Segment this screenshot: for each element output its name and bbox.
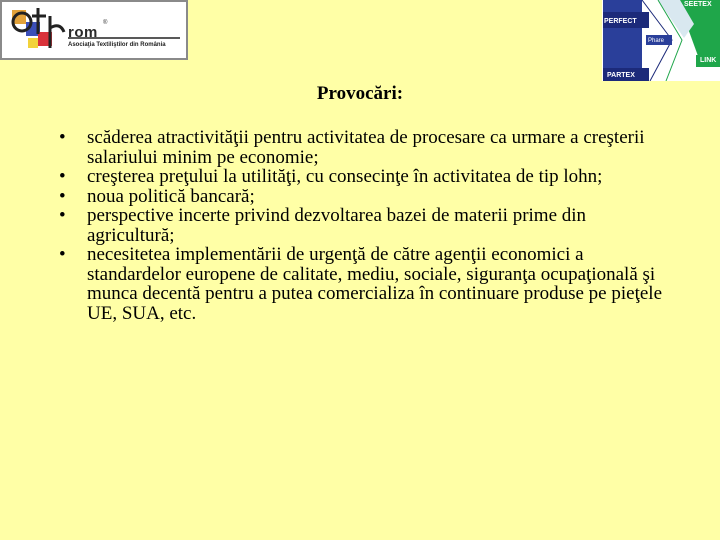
- list-item-text: perspective incerte privind dezvoltarea bazei de materii prime din agricultură;: [87, 205, 587, 246]
- slide-title: [0, 83, 720, 105]
- list-item-text: scăderea atractivităţii pentru activitatea de procesare ca urmare a creşterii salariului minim pe economie;: [87, 127, 645, 168]
- link-label: LINK: [700, 57, 717, 64]
- atr-logo-tagline: Asociaţia Textiliştilor din România: [68, 42, 166, 48]
- perfect-label: PERFECT: [604, 18, 637, 25]
- atr-logo-brand: rom: [68, 24, 98, 41]
- list-item-text: noua politică bancară;: [87, 185, 255, 207]
- list-item: [54, 206, 662, 245]
- partex-label: PARTEX: [607, 72, 635, 79]
- seetex-partex-logo: [602, 0, 720, 81]
- list-item: [54, 245, 662, 323]
- bullet-icon: •: [59, 166, 66, 187]
- slide-title-text: Provocări:: [316, 83, 404, 104]
- list-item: [54, 167, 662, 187]
- bullet-icon: •: [59, 244, 66, 265]
- challenges-list: [54, 128, 662, 323]
- list-item-text: creşterea preţului la utilităţi, cu consecinţe în activitatea de tip lohn;: [87, 166, 603, 187]
- list-item: [54, 187, 662, 207]
- bullet-icon: •: [59, 127, 66, 148]
- seetex-label: SEETEX: [684, 1, 712, 8]
- phare-label: Phare: [648, 38, 665, 44]
- list-item: [54, 128, 662, 167]
- bullet-icon: •: [59, 205, 66, 226]
- atr-logo: [0, 0, 188, 60]
- atr-logo-trademark: ®: [103, 20, 108, 26]
- list-item-text: necesitetea implementării de urgenţă de către agenţii economici a standardelor europene de calitate, mediu, sociale, siguranţa ocupaţională şi munca decentă pentru a putea comercializa în continuare produse pe pieţele UE, SUA, etc.: [87, 244, 663, 324]
- bullet-icon: •: [59, 185, 66, 207]
